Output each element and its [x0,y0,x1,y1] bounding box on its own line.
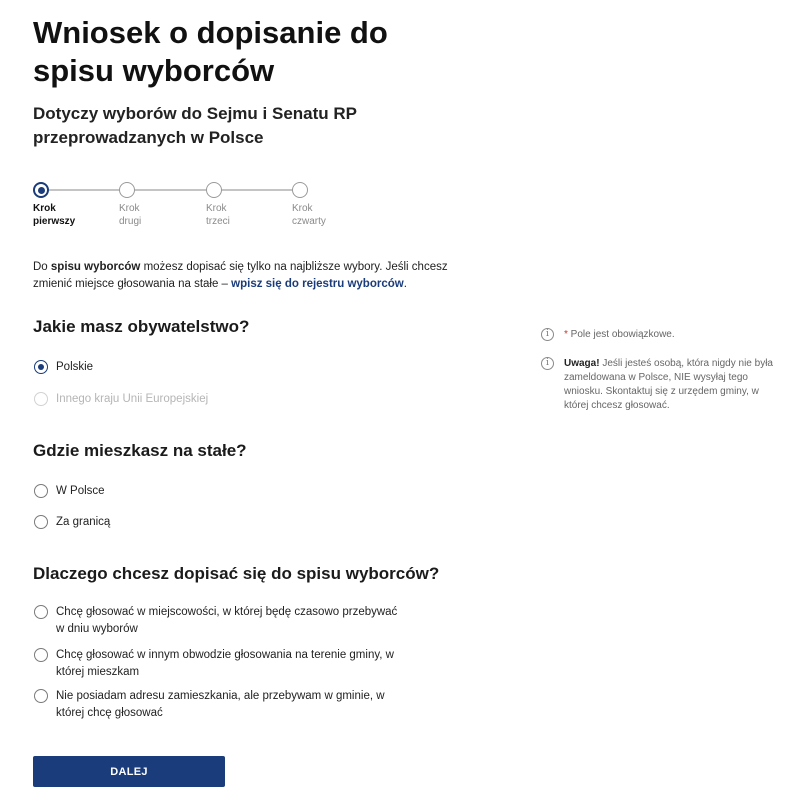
step-4-label: Krok czwarty [292,203,326,227]
step-2-label: Krok drugi [119,203,142,227]
stepper-line [41,189,300,191]
next-button[interactable]: DALEJ [33,756,225,787]
radio-citizenship-polish[interactable] [34,360,48,374]
radio-residence-poland[interactable] [34,484,48,498]
option-reason-other-district[interactable] [34,647,406,681]
option-label: Nie posiadam adresu zamieszkania, ale przebywam w gminie, w której chcę głosować [56,690,385,719]
option-label: W Polsce [56,485,105,497]
option-label: Chcę głosować w innym obwodzie głosowania na terenie gminy, w której mieszkam [56,649,394,678]
info-icon: i [541,328,554,341]
step-2-dot [119,182,135,198]
step-4-dot [292,182,308,198]
warning-note-text: Uwaga! Jeśli jesteś osobą, która nigdy nie była zameldowana w Polsce, NIE wysyłaj tego wniosku. Skontaktuj się z urzędem gminy, w której chcesz głosować. [564,358,773,411]
option-label: Za granicą [56,516,111,528]
page-title: Wniosek o dopisanie do spisu wyborców [33,15,388,88]
question-reason: Dlaczego chcesz dopisać się do spisu wyborców? [33,564,440,583]
stepper [33,181,353,231]
step-3-label: Krok trzeci [206,203,230,227]
radio-citizenship-eu [34,392,48,406]
radio-reason-no-address[interactable] [34,689,48,703]
option-label: Polskie [56,361,94,373]
radio-reason-temporary[interactable] [34,605,48,619]
option-residence-abroad[interactable] [34,514,406,531]
radio-reason-other-district[interactable] [34,648,48,662]
option-citizenship-eu [34,391,406,408]
option-label: Innego kraju Unii Europejskiej [56,393,209,405]
intro-bold: spisu wyborców [50,261,141,273]
voter-register-link[interactable]: wpisz się do rejestru wyborców [231,278,404,290]
option-citizenship-polish[interactable] [34,359,406,376]
question-citizenship: Jakie masz obywatelstwo? [33,317,250,336]
intro-text: Do spisu wyborców możesz dopisać się tylko na najbliższe wybory. Jeśli chcesz zmienić miejsce głosowania na stałe – wpisz się do rejestru wyborców. [33,261,448,290]
question-residence: Gdzie mieszkasz na stałe? [33,441,247,460]
option-residence-poland[interactable] [34,483,406,500]
radio-residence-abroad[interactable] [34,515,48,529]
option-reason-no-address[interactable] [34,688,406,722]
option-reason-temporary[interactable] [34,604,406,638]
required-note-text: * Pole jest obowiązkowe. [564,329,675,340]
step-1-label: Krok pierwszy [33,203,76,227]
info-icon: i [541,357,554,370]
page-subtitle: Dotyczy wyborów do Sejmu i Senatu RP przeprowadzanych w Polsce [33,104,357,147]
warning-note [541,357,779,413]
step-1-dot [33,182,49,198]
step-3-dot [206,182,222,198]
option-label: Chcę głosować w miejscowości, w której będę czasowo przebywać w dniu wyborów [56,606,398,635]
required-note [541,328,779,342]
